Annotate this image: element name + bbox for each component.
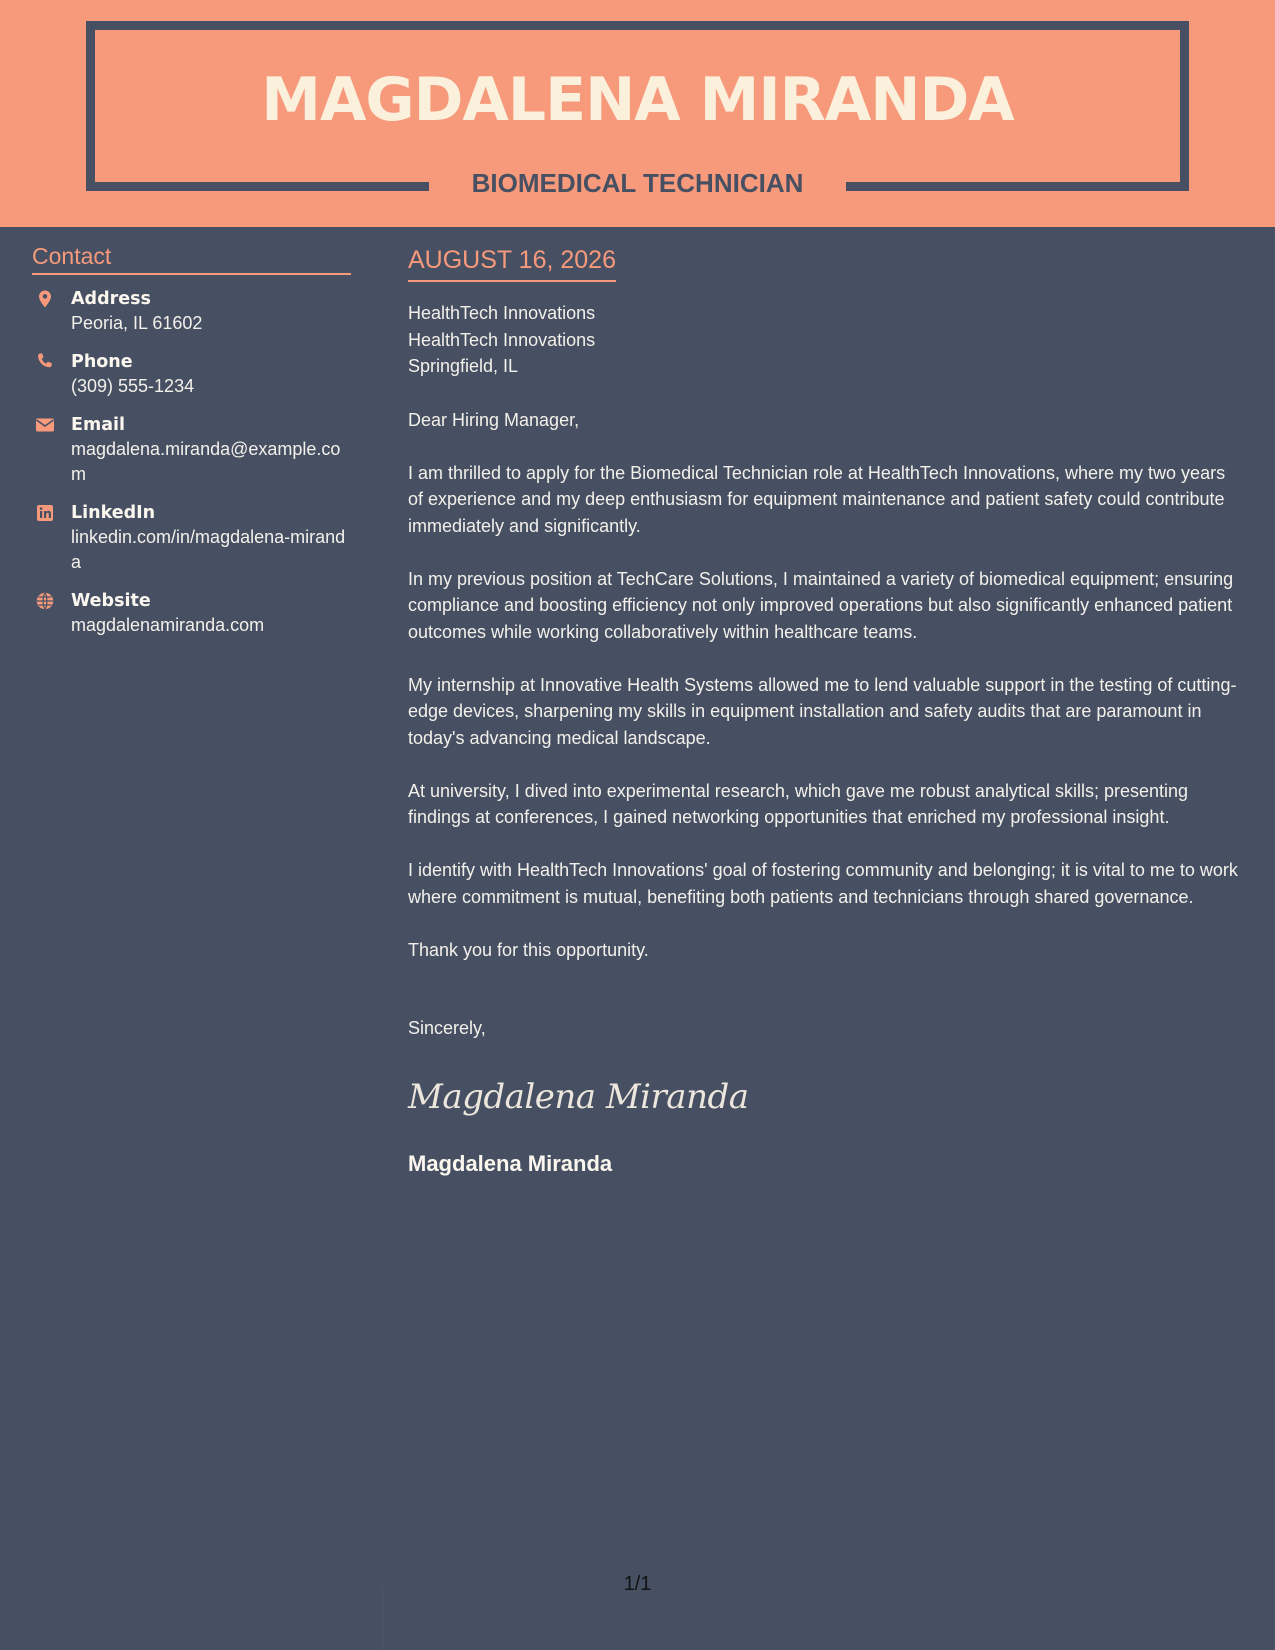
phone-icon xyxy=(35,352,55,372)
recipient-line: Springfield, IL xyxy=(408,356,519,376)
page-number: 1/1 xyxy=(623,1573,652,1595)
letter-paragraph: In my previous position at TechCare Solutions, I maintained a variety of biomedical equipment; ensuring compliance and boosting efficiency not only improved operations but also significantly enhanced patient outcomes while working collaboratively within healthcare teams. xyxy=(408,568,1234,642)
contact-label: Email xyxy=(71,415,125,435)
recipient-line: HealthTech Innovations xyxy=(408,329,596,350)
contact-value: Peoria, IL 61602 xyxy=(71,313,203,333)
envelope-icon xyxy=(35,415,55,435)
contact-label: LinkedIn xyxy=(71,503,156,523)
map-pin-icon xyxy=(35,289,55,309)
letter-body xyxy=(408,244,1243,1179)
contact-item-linkedin xyxy=(32,501,351,575)
contact-item-website xyxy=(32,589,351,638)
contact-item-address xyxy=(32,287,351,336)
letter-paragraph: Thank you for this opportunity. xyxy=(408,939,649,960)
letter-paragraph: I identify with HealthTech Innovations' goal of fostering community and belonging; it is vital to me to work where commitment is mutual, benefiting both patients and technicians through shared governance. xyxy=(408,860,1238,907)
greeting: Dear Hiring Manager, xyxy=(408,409,580,430)
closing: Sincerely, xyxy=(408,1018,486,1038)
contact-value: linkedin.com/in/magdalena-miranda xyxy=(71,527,346,572)
contact-item-email xyxy=(32,413,351,487)
contact-item-phone xyxy=(32,350,351,399)
job-title: BIOMEDICAL TECHNICIAN xyxy=(471,168,804,198)
contact-heading: Contact xyxy=(32,240,351,275)
contact-label: Address xyxy=(71,289,151,309)
letter-paragraph: I am thrilled to apply for the Biomedical Technician role at HealthTech Innovations, where my two years of experience and my deep enthusiasm for equipment maintenance and patient safety could contribute immediately and significantly. xyxy=(408,462,1226,536)
contact-sidebar xyxy=(32,240,351,652)
signed-name: Magdalena Miranda xyxy=(408,1150,613,1176)
recipient-block xyxy=(408,300,1243,380)
handwritten-signature: Magdalena Miranda xyxy=(408,1076,749,1117)
letter-date: AUGUST 16, 2026 xyxy=(408,244,616,282)
contact-label: Phone xyxy=(71,352,133,372)
recipient-line: HealthTech Innovations xyxy=(408,303,596,323)
linkedin-icon xyxy=(35,503,55,523)
contact-label: Website xyxy=(71,591,151,611)
letter-paragraph: At university, I dived into experimental research, which gave me robust analytical skills; presenting findings at conferences, I gained networking opportunities that enriched my professional insight. xyxy=(408,780,1189,827)
applicant-name: MAGDALENA MIRANDA xyxy=(261,65,1014,135)
contact-value: (309) 555-1234 xyxy=(71,376,195,396)
letter-paragraph: My internship at Innovative Health Systems allowed me to lend valuable support in the testing of cutting-edge devices, sharpening my skills in equipment installation and safety audits that are paramount in today's advancing medical landscape. xyxy=(408,674,1237,748)
contact-value: magdalenamiranda.com xyxy=(71,615,265,635)
contact-value: magdalena.miranda@example.com xyxy=(71,439,341,484)
globe-icon xyxy=(35,591,55,611)
